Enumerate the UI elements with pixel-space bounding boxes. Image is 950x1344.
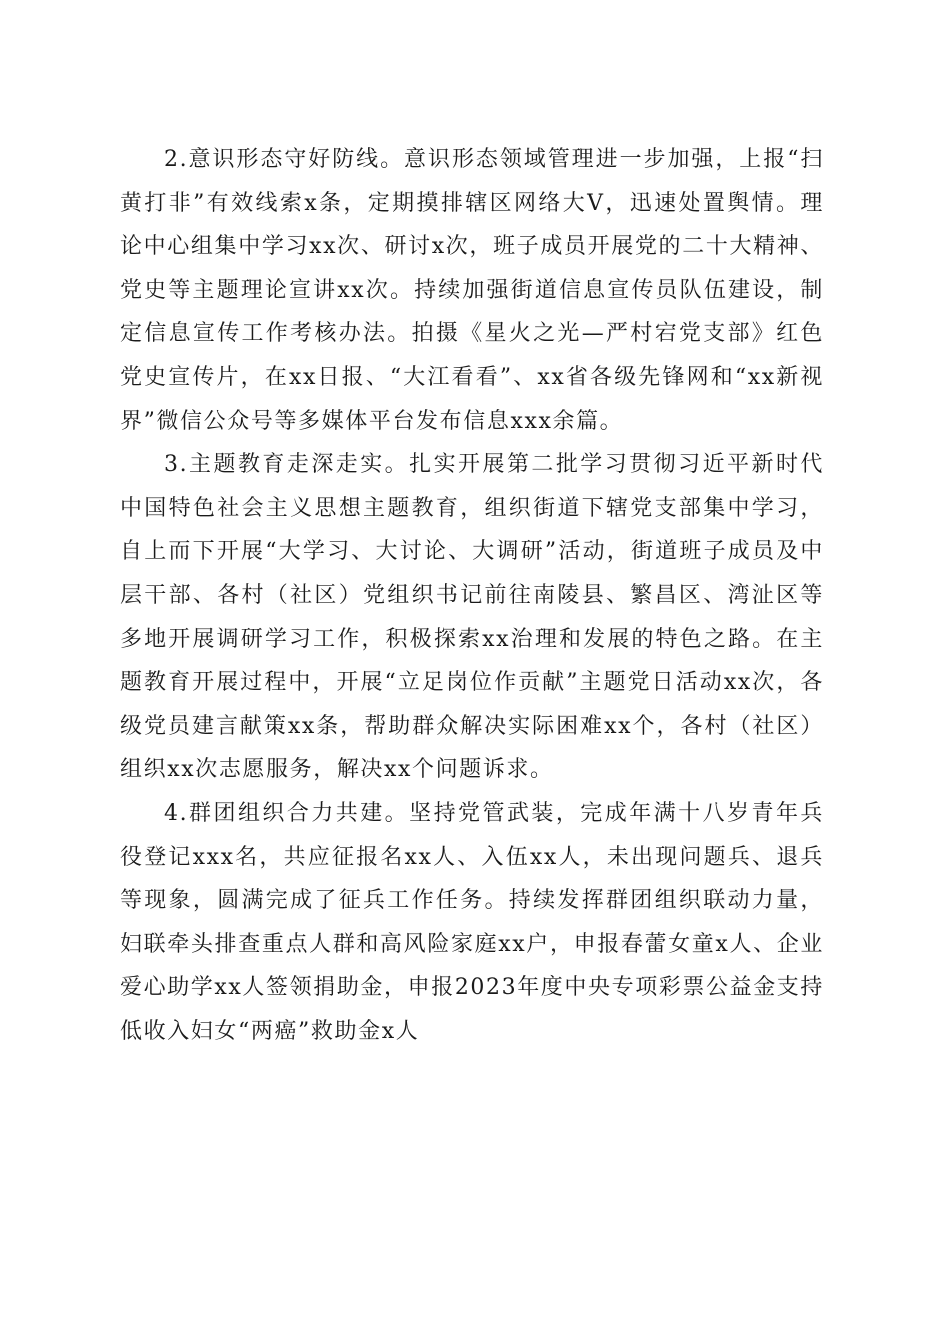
paragraph-ideology: 2.意识形态守好防线。意识形态领域管理进一步加强，上报“扫黄打非”有效线索x条，定期摸排辖区网络大V，迅速处置舆情。理论中心组集中学习xx次、研讨x次，班子成员开展党的二十大精神、党史等主题理论宣讲xx次。持续加强街道信息宣传员队伍建设，制定信息宣传工作考核办法。拍摄《星火之光—严村宕党支部》红色党史宣传片，在xx日报、“大江看看”、xx省各级先锋网和“xx新视界”微信公众号等多媒体平台发布信息xxx余篇。 bbox=[120, 147, 824, 434]
paragraph-theme-education: 3.主题教育走深走实。扎实开展第二批学习贯彻习近平新时代中国特色社会主义思想主题教育，组织街道下辖党支部集中学习，自上而下开展“大学习、大讨论、大调研”活动，街道班子成员及中层干部、各村（社区）党组织书记前往南陵县、繁昌区、湾沚区等多地开展调研学习工作，积极探索xx治理和发展的特色之路。在主题教育开展过程中，开展“立足岗位作贡献”主题党日活动xx次，各级党员建言献策xx条，帮助群众解决实际困难xx个，各村（社区）组织xx次志愿服务，解决xx个问题诉求。 bbox=[120, 452, 824, 783]
paragraph-mass-organizations: 4.群团组织合力共建。坚持党管武装，完成年满十八岁青年兵役登记xxx名，共应征报名xx人、入伍xx人，未出现问题兵、退兵等现象，圆满完成了征兵工作任务。持续发挥群团组织联动力量，妇联牵头排查重点人群和高风险家庭xx户，申报春蕾女童x人、企业爱心助学xx人签领捐助金，申报2023年度中央专项彩票公益金支持低收入妇女“两癌”救助金x人 bbox=[120, 800, 825, 1044]
document-body bbox=[120, 138, 824, 1053]
